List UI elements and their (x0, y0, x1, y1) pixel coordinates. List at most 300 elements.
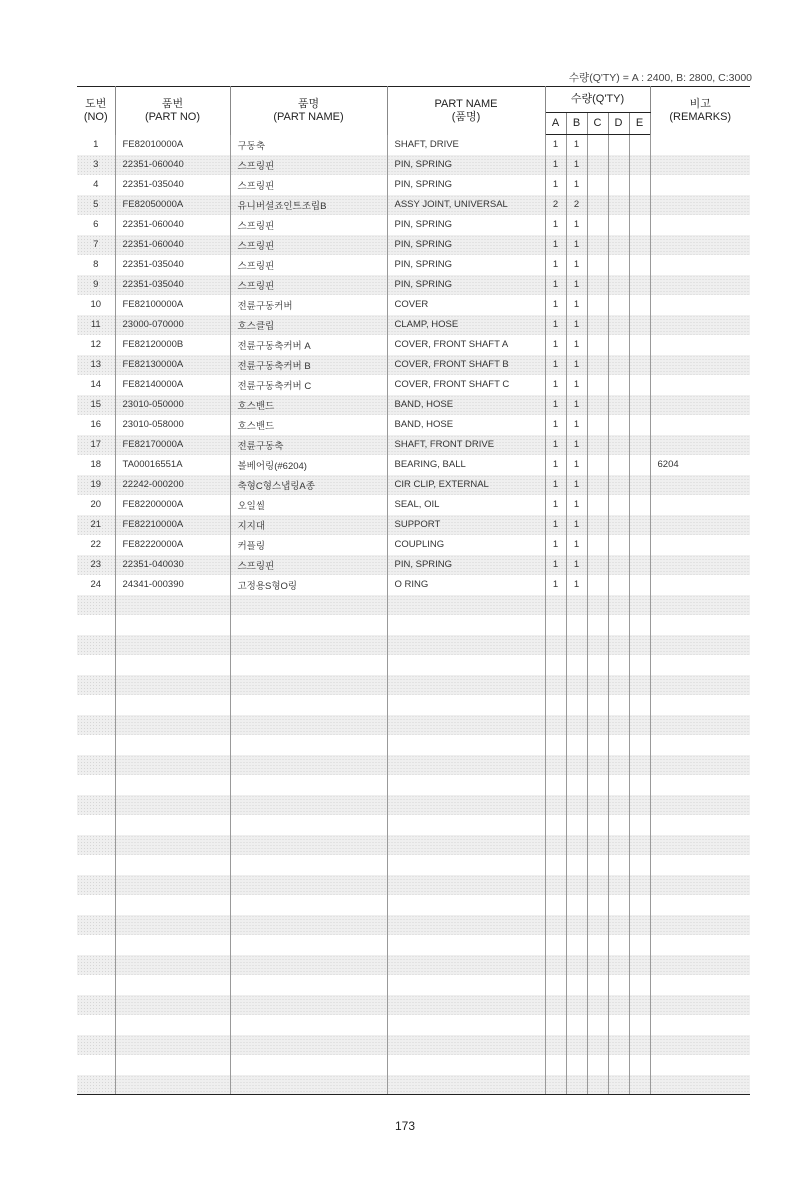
cell-qty-e (629, 335, 650, 355)
cell-qty-b (566, 795, 587, 815)
cell-qty-a (545, 1075, 566, 1095)
cell-qty-d (608, 355, 629, 375)
empty-row (77, 855, 750, 875)
header-qty-c: C (587, 113, 608, 135)
cell-qty-d (608, 1055, 629, 1075)
cell-no: 8 (77, 255, 115, 275)
cell-qty-a (545, 835, 566, 855)
cell-no: 5 (77, 195, 115, 215)
cell-qty-e (629, 1035, 650, 1055)
qty-note: 수량(Q'TY) = A : 2400, B: 2800, C:3000 (568, 72, 752, 84)
header-part-name (230, 87, 387, 135)
cell-part-name-en (387, 595, 545, 615)
cell-qty-d (608, 1015, 629, 1035)
cell-qty-b: 1 (566, 415, 587, 435)
cell-part-no (115, 635, 230, 655)
cell-qty-e (629, 895, 650, 915)
cell-part-name-en (387, 895, 545, 915)
cell-part-name-en: BAND, HOSE (387, 415, 545, 435)
cell-part-no: 22351-035040 (115, 255, 230, 275)
cell-qty-b: 1 (566, 315, 587, 335)
cell-qty-c (587, 735, 608, 755)
cell-qty-e (629, 735, 650, 755)
cell-qty-c (587, 575, 608, 595)
cell-part-no (115, 595, 230, 615)
cell-qty-d (608, 415, 629, 435)
cell-qty-c (587, 875, 608, 895)
cell-no (77, 995, 115, 1015)
cell-no (77, 975, 115, 995)
cell-qty-c (587, 555, 608, 575)
cell-part-name-ko: 호스밴드 (230, 415, 387, 435)
cell-part-no (115, 955, 230, 975)
cell-part-no: FE82140000A (115, 375, 230, 395)
cell-qty-c (587, 1075, 608, 1095)
cell-part-name-en (387, 995, 545, 1015)
cell-remarks (650, 295, 750, 315)
cell-qty-d (608, 855, 629, 875)
cell-remarks (650, 835, 750, 855)
cell-remarks (650, 395, 750, 415)
cell-qty-c (587, 375, 608, 395)
cell-no: 22 (77, 535, 115, 555)
cell-remarks (650, 975, 750, 995)
cell-qty-d (608, 155, 629, 175)
cell-part-name-en (387, 655, 545, 675)
cell-remarks (650, 1015, 750, 1035)
empty-row (77, 595, 750, 615)
cell-remarks (650, 335, 750, 355)
cell-part-name-ko: 스프링핀 (230, 255, 387, 275)
cell-qty-b (566, 735, 587, 755)
cell-part-name-en: PIN, SPRING (387, 175, 545, 195)
cell-qty-c (587, 355, 608, 375)
cell-qty-d (608, 475, 629, 495)
header-part-name-ko: 품명 (297, 97, 320, 110)
cell-part-no: FE82210000A (115, 515, 230, 535)
cell-qty-d (608, 655, 629, 675)
cell-part-name-en (387, 755, 545, 775)
cell-qty-a (545, 875, 566, 895)
cell-part-no: 22351-035040 (115, 175, 230, 195)
cell-qty-e (629, 715, 650, 735)
cell-remarks (650, 195, 750, 215)
cell-part-name-ko: 축형C형스냅링A종 (230, 475, 387, 495)
cell-qty-e (629, 215, 650, 235)
cell-no: 16 (77, 415, 115, 435)
cell-qty-a: 1 (545, 275, 566, 295)
cell-remarks: 6204 (650, 455, 750, 475)
cell-qty-c (587, 175, 608, 195)
cell-qty-b (566, 755, 587, 775)
cell-part-name-ko (230, 735, 387, 755)
header-part-no (115, 87, 230, 135)
empty-row (77, 995, 750, 1015)
cell-qty-e (629, 975, 650, 995)
cell-qty-a: 1 (545, 575, 566, 595)
cell-no: 21 (77, 515, 115, 535)
cell-qty-d (608, 815, 629, 835)
cell-part-name-en (387, 695, 545, 715)
cell-qty-c (587, 975, 608, 995)
cell-qty-b: 1 (566, 235, 587, 255)
cell-qty-b (566, 775, 587, 795)
cell-qty-b (566, 615, 587, 635)
cell-qty-a: 1 (545, 475, 566, 495)
cell-remarks (650, 555, 750, 575)
cell-no (77, 655, 115, 675)
cell-qty-b: 1 (566, 175, 587, 195)
cell-qty-e (629, 415, 650, 435)
cell-qty-a: 1 (545, 495, 566, 515)
cell-qty-e (629, 575, 650, 595)
cell-qty-e (629, 275, 650, 295)
cell-no: 4 (77, 175, 115, 195)
empty-row (77, 935, 750, 955)
cell-qty-a (545, 995, 566, 1015)
cell-qty-a (545, 815, 566, 835)
cell-qty-e (629, 1055, 650, 1075)
cell-part-no (115, 1035, 230, 1055)
cell-qty-e (629, 595, 650, 615)
cell-qty-b: 1 (566, 455, 587, 475)
cell-part-name-ko (230, 595, 387, 615)
cell-part-name-en: PIN, SPRING (387, 155, 545, 175)
cell-qty-a: 1 (545, 415, 566, 435)
cell-remarks (650, 895, 750, 915)
table-row (77, 155, 750, 175)
cell-qty-c (587, 635, 608, 655)
table-row (77, 475, 750, 495)
cell-remarks (650, 515, 750, 535)
empty-row (77, 615, 750, 635)
cell-part-name-en (387, 815, 545, 835)
cell-part-name-en: COVER (387, 295, 545, 315)
cell-qty-d (608, 955, 629, 975)
header-qty-b: B (566, 113, 587, 135)
cell-remarks (650, 1035, 750, 1055)
cell-part-name-ko (230, 1075, 387, 1095)
table-row (77, 335, 750, 355)
cell-part-name-ko: 볼베어링(#6204) (230, 455, 387, 475)
cell-qty-c (587, 595, 608, 615)
cell-qty-c (587, 615, 608, 635)
cell-qty-d (608, 975, 629, 995)
cell-qty-e (629, 475, 650, 495)
cell-no (77, 955, 115, 975)
cell-qty-c (587, 335, 608, 355)
cell-no (77, 935, 115, 955)
cell-part-name-ko (230, 635, 387, 655)
cell-remarks (650, 215, 750, 235)
cell-no (77, 775, 115, 795)
cell-qty-b (566, 915, 587, 935)
cell-qty-e (629, 315, 650, 335)
cell-part-no (115, 995, 230, 1015)
cell-qty-c (587, 315, 608, 335)
cell-qty-b: 1 (566, 355, 587, 375)
header-no-ko: 도번 (85, 97, 107, 110)
cell-qty-a (545, 655, 566, 675)
cell-qty-d (608, 995, 629, 1015)
cell-qty-c (587, 395, 608, 415)
cell-part-name-ko (230, 795, 387, 815)
cell-qty-d (608, 635, 629, 655)
header-part-no-ko: 품번 (161, 97, 184, 110)
cell-qty-d (608, 1035, 629, 1055)
cell-part-name-ko: 전륜구동축커버 A (230, 335, 387, 355)
cell-qty-a (545, 735, 566, 755)
cell-qty-e (629, 435, 650, 455)
cell-qty-b: 1 (566, 495, 587, 515)
cell-part-name-ko (230, 895, 387, 915)
cell-qty-b (566, 655, 587, 675)
cell-qty-a (545, 775, 566, 795)
cell-qty-e (629, 655, 650, 675)
cell-qty-e (629, 455, 650, 475)
cell-qty-e (629, 835, 650, 855)
cell-remarks (650, 535, 750, 555)
empty-row (77, 695, 750, 715)
cell-part-name-ko (230, 935, 387, 955)
cell-qty-c (587, 215, 608, 235)
cell-qty-a (545, 595, 566, 615)
cell-part-no: 23010-058000 (115, 415, 230, 435)
cell-qty-b (566, 1015, 587, 1035)
cell-part-no: FE82120000B (115, 335, 230, 355)
cell-part-no (115, 615, 230, 635)
cell-part-no (115, 975, 230, 995)
cell-qty-c (587, 1015, 608, 1035)
cell-part-name-ko: 고정용S형O링 (230, 575, 387, 595)
cell-qty-e (629, 855, 650, 875)
empty-row (77, 955, 750, 975)
cell-remarks (650, 875, 750, 895)
empty-row (77, 835, 750, 855)
cell-qty-e (629, 155, 650, 175)
empty-row (77, 1055, 750, 1075)
cell-remarks (650, 675, 750, 695)
cell-qty-a (545, 855, 566, 875)
empty-row (77, 1035, 750, 1055)
cell-qty-d (608, 675, 629, 695)
cell-qty-c (587, 655, 608, 675)
cell-qty-e (629, 995, 650, 1015)
cell-qty-e (629, 355, 650, 375)
cell-part-name-en (387, 615, 545, 635)
cell-qty-d (608, 455, 629, 475)
cell-no (77, 675, 115, 695)
cell-remarks (650, 935, 750, 955)
cell-no (77, 1075, 115, 1095)
cell-part-name-ko (230, 1055, 387, 1075)
cell-part-name-en (387, 1075, 545, 1095)
cell-part-no (115, 795, 230, 815)
cell-qty-b (566, 875, 587, 895)
cell-part-name-ko: 스프링핀 (230, 215, 387, 235)
cell-no (77, 915, 115, 935)
cell-qty-a: 1 (545, 135, 566, 155)
cell-qty-b: 1 (566, 535, 587, 555)
cell-no: 12 (77, 335, 115, 355)
header-part-no-en: (PART NO) (144, 110, 200, 123)
cell-qty-a (545, 895, 566, 915)
cell-no: 23 (77, 555, 115, 575)
cell-part-name-ko: 스프링핀 (230, 235, 387, 255)
cell-part-name-ko: 스프링핀 (230, 155, 387, 175)
cell-qty-d (608, 895, 629, 915)
cell-part-no (115, 695, 230, 715)
cell-remarks (650, 415, 750, 435)
cell-part-name-en: COVER, FRONT SHAFT A (387, 335, 545, 355)
cell-part-name-ko: 유니버셜죠인트조립B (230, 195, 387, 215)
cell-qty-d (608, 715, 629, 735)
cell-qty-c (587, 515, 608, 535)
cell-part-name-ko: 스프링핀 (230, 555, 387, 575)
cell-qty-a: 1 (545, 235, 566, 255)
header-part-name-english (387, 87, 545, 135)
cell-qty-e (629, 175, 650, 195)
cell-part-no (115, 815, 230, 835)
cell-remarks (650, 735, 750, 755)
cell-no: 9 (77, 275, 115, 295)
cell-qty-c (587, 1035, 608, 1055)
cell-qty-b (566, 695, 587, 715)
cell-part-name-en: BAND, HOSE (387, 395, 545, 415)
cell-part-name-en: COVER, FRONT SHAFT C (387, 375, 545, 395)
cell-no (77, 615, 115, 635)
cell-part-name-ko (230, 655, 387, 675)
cell-qty-b: 1 (566, 395, 587, 415)
cell-part-name-en: SUPPORT (387, 515, 545, 535)
cell-qty-b (566, 975, 587, 995)
cell-qty-a: 1 (545, 535, 566, 555)
cell-part-name-ko (230, 955, 387, 975)
cell-qty-d (608, 735, 629, 755)
cell-qty-b (566, 635, 587, 655)
cell-qty-a: 1 (545, 555, 566, 575)
cell-remarks (650, 375, 750, 395)
cell-qty-e (629, 535, 650, 555)
cell-remarks (650, 595, 750, 615)
cell-qty-a (545, 935, 566, 955)
cell-part-name-en (387, 855, 545, 875)
cell-part-no: TA00016551A (115, 455, 230, 475)
cell-part-no (115, 655, 230, 675)
cell-remarks (650, 855, 750, 875)
cell-qty-b (566, 855, 587, 875)
cell-qty-c (587, 255, 608, 275)
cell-qty-d (608, 515, 629, 535)
cell-qty-d (608, 295, 629, 315)
cell-qty-e (629, 635, 650, 655)
cell-qty-c (587, 955, 608, 975)
cell-part-name-en (387, 1035, 545, 1055)
cell-qty-d (608, 935, 629, 955)
cell-part-name-en: PIN, SPRING (387, 215, 545, 235)
empty-row (77, 675, 750, 695)
cell-part-name-ko (230, 835, 387, 855)
cell-qty-c (587, 135, 608, 155)
cell-no: 19 (77, 475, 115, 495)
cell-remarks (650, 775, 750, 795)
table-row (77, 175, 750, 195)
cell-qty-e (629, 375, 650, 395)
cell-part-name-ko (230, 615, 387, 635)
cell-part-name-en (387, 775, 545, 795)
cell-qty-d (608, 755, 629, 775)
cell-part-no (115, 935, 230, 955)
cell-qty-a (545, 915, 566, 935)
cell-qty-a: 1 (545, 175, 566, 195)
cell-qty-a (545, 1055, 566, 1075)
cell-remarks (650, 575, 750, 595)
cell-qty-c (587, 675, 608, 695)
cell-qty-a (545, 615, 566, 635)
cell-part-name-ko: 지지대 (230, 515, 387, 535)
cell-qty-d (608, 775, 629, 795)
table-row (77, 455, 750, 475)
cell-qty-a (545, 635, 566, 655)
cell-part-no: 24341-000390 (115, 575, 230, 595)
cell-remarks (650, 275, 750, 295)
cell-qty-a: 1 (545, 355, 566, 375)
cell-qty-c (587, 895, 608, 915)
table-row (77, 375, 750, 395)
cell-remarks (650, 755, 750, 775)
cell-no: 1 (77, 135, 115, 155)
cell-part-no: FE82050000A (115, 195, 230, 215)
cell-qty-a: 1 (545, 395, 566, 415)
cell-part-no: 23010-050000 (115, 395, 230, 415)
parts-list-table (77, 86, 750, 1095)
cell-no: 20 (77, 495, 115, 515)
empty-row (77, 755, 750, 775)
table-row (77, 495, 750, 515)
cell-remarks (650, 615, 750, 635)
cell-qty-a (545, 715, 566, 735)
cell-qty-e (629, 555, 650, 575)
header-part-name-en: (PART NAME) (273, 110, 344, 123)
table-row (77, 535, 750, 555)
cell-no (77, 1015, 115, 1035)
cell-remarks (650, 135, 750, 155)
cell-part-no (115, 1015, 230, 1035)
cell-part-name-ko: 전륜구동축 (230, 435, 387, 455)
cell-qty-d (608, 435, 629, 455)
cell-qty-d (608, 615, 629, 635)
cell-part-name-en (387, 715, 545, 735)
cell-part-name-ko: 스프링핀 (230, 275, 387, 295)
cell-qty-d (608, 535, 629, 555)
cell-qty-a (545, 795, 566, 815)
cell-qty-d (608, 175, 629, 195)
cell-qty-b: 1 (566, 515, 587, 535)
cell-qty-c (587, 915, 608, 935)
cell-part-name-en (387, 795, 545, 815)
table-row (77, 575, 750, 595)
cell-qty-d (608, 315, 629, 335)
cell-no: 15 (77, 395, 115, 415)
cell-part-name-ko (230, 755, 387, 775)
cell-part-name-ko: 커플링 (230, 535, 387, 555)
cell-qty-e (629, 755, 650, 775)
cell-qty-e (629, 515, 650, 535)
cell-no (77, 875, 115, 895)
cell-part-name-ko (230, 815, 387, 835)
cell-no: 10 (77, 295, 115, 315)
cell-qty-b: 1 (566, 475, 587, 495)
